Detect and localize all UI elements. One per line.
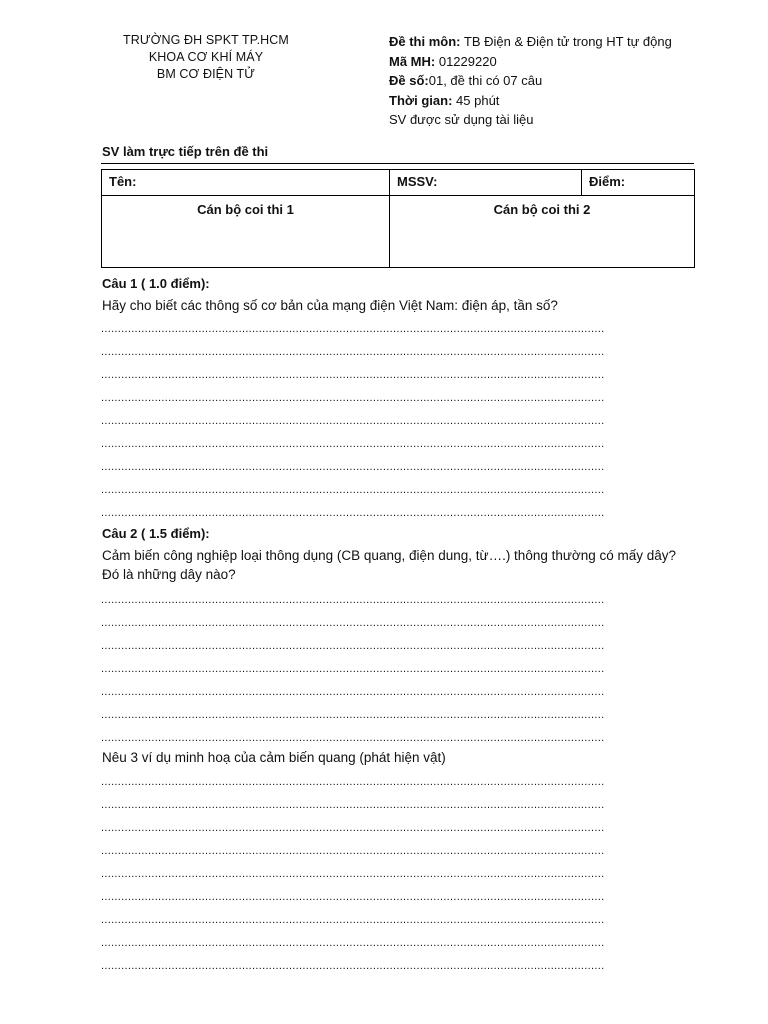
- exam-time: [389, 91, 749, 111]
- student-id-label: MSSV:: [397, 174, 438, 189]
- proctor1-label: Cán bộ coi thi 1: [197, 202, 294, 217]
- name-cell[interactable]: [102, 170, 390, 196]
- student-info-table: [101, 169, 695, 268]
- exam-number: [389, 71, 749, 91]
- exam-subject: [389, 32, 749, 52]
- answer-line: ......................................................................................................................................................: [101, 891, 605, 903]
- instruction: SV làm trực tiếp trên đề thi: [102, 144, 269, 159]
- exam-time-value: 45 phút: [456, 92, 500, 108]
- question-1-text: Hãy cho biết các thông số cơ bản của mạng điện Việt Nam: điện áp, tần số?: [102, 298, 558, 313]
- exam-info: [389, 32, 749, 130]
- proctor1-cell[interactable]: [102, 196, 390, 268]
- question-2-subquestion: Nêu 3 ví dụ minh hoạ của cảm biến quang (phát hiện vật): [102, 750, 446, 765]
- school-header: [108, 32, 304, 83]
- answer-line: ......................................................................................................................................................: [101, 960, 605, 972]
- exam-number-label: Đề số:: [389, 73, 429, 88]
- exam-time-label: Thời gian:: [389, 92, 453, 108]
- question-1-answer-area[interactable]: [101, 318, 694, 525]
- answer-line: ......................................................................................................................................................: [101, 686, 605, 698]
- faculty-name: KHOA CƠ KHÍ MÁY: [148, 50, 264, 64]
- question-2-title: Câu 2 ( 1.5 điểm):: [102, 526, 210, 541]
- question-2-text-line1: Cảm biến công nghiệp loại thông dụng (CB quang, điện dung, từ….) thông thường có mấy dây?: [102, 548, 677, 563]
- answer-line: ......................................................................................................................................................: [101, 346, 605, 358]
- header-divider: [101, 163, 694, 164]
- answer-line: ......................................................................................................................................................: [101, 776, 605, 788]
- answer-line: ......................................................................................................................................................: [101, 594, 605, 606]
- answer-line: ......................................................................................................................................................: [101, 663, 605, 675]
- answer-line: ......................................................................................................................................................: [101, 709, 605, 721]
- course-code-label: Mã MH:: [389, 53, 436, 69]
- exam-subject-label: Đề thi môn:: [389, 34, 461, 49]
- answer-line: ......................................................................................................................................................: [101, 484, 605, 496]
- answer-line: ......................................................................................................................................................: [101, 415, 605, 427]
- subquestion-answer-area[interactable]: [101, 771, 694, 978]
- exam-number-value: 01, đề thi có 07 câu: [428, 73, 543, 88]
- answer-line: ......................................................................................................................................................: [101, 822, 605, 834]
- course-code-value: 01229220: [438, 53, 497, 69]
- answer-line: ......................................................................................................................................................: [101, 461, 605, 473]
- answer-line: ......................................................................................................................................................: [101, 617, 605, 629]
- answer-line: ......................................................................................................................................................: [101, 845, 605, 857]
- student-id-cell[interactable]: [390, 170, 582, 196]
- question-2-answer-area[interactable]: [101, 589, 694, 750]
- score-cell[interactable]: [582, 170, 695, 196]
- answer-line: ......................................................................................................................................................: [101, 868, 605, 880]
- name-label: Tên:: [109, 174, 137, 189]
- answer-line: ......................................................................................................................................................: [101, 640, 605, 652]
- answer-line: ......................................................................................................................................................: [101, 937, 605, 949]
- answer-line: ......................................................................................................................................................: [101, 369, 605, 381]
- question-2-text-line2: Đó là những dây nào?: [102, 567, 236, 582]
- answer-line: ......................................................................................................................................................: [101, 438, 605, 450]
- answer-line: ......................................................................................................................................................: [101, 799, 605, 811]
- question-1-title: Câu 1 ( 1.0 điểm):: [102, 276, 210, 291]
- answer-line: ......................................................................................................................................................: [101, 914, 605, 926]
- proctor2-label: Cán bộ coi thi 2: [493, 202, 591, 217]
- course-code: [389, 52, 749, 72]
- materials-note: SV được sử dụng tài liệu: [389, 112, 534, 127]
- answer-line: ......................................................................................................................................................: [101, 392, 605, 404]
- answer-line: ......................................................................................................................................................: [101, 732, 605, 744]
- proctor2-cell[interactable]: [390, 196, 695, 268]
- answer-line: ......................................................................................................................................................: [101, 323, 605, 335]
- school-name: TRƯỜNG ĐH SPKT TP.HCM: [123, 33, 289, 47]
- answer-line: ......................................................................................................................................................: [101, 507, 605, 519]
- exam-subject-value: TB Điện & Điện tử trong HT tự động: [463, 34, 672, 49]
- score-label: Điểm:: [589, 174, 626, 189]
- department-name: BM CƠ ĐIỆN TỬ: [156, 67, 256, 81]
